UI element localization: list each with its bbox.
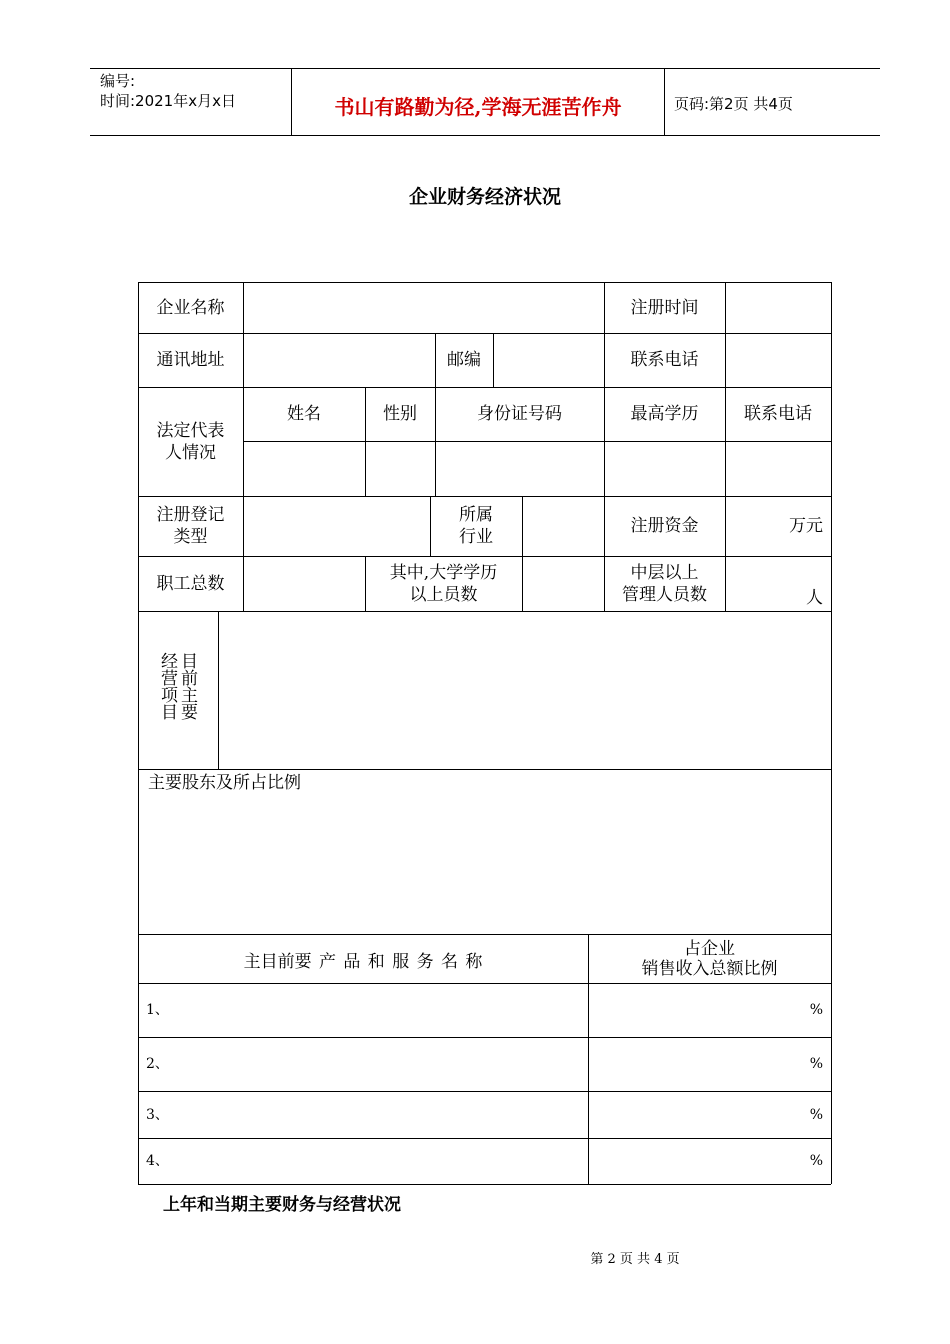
mid-mgmt-label [604, 556, 725, 611]
legal-rep-label-line2: 人情况 [165, 442, 216, 463]
register-time-label: 注册时间 [630, 297, 699, 318]
staff-total-label: 职工总数 [156, 573, 225, 594]
address-label: 通讯地址 [156, 350, 225, 370]
company-name-label: 企业名称 [156, 297, 225, 318]
product-row-label[interactable]: 1、 [146, 1002, 169, 1018]
industry-field[interactable] [522, 496, 604, 556]
business-scope-label-col2: 目前主要 [177, 652, 197, 720]
page-title: 企业财务经济状况 [408, 186, 561, 208]
products-header: 主目前要 产 品 和 服 务 名 称 [243, 951, 483, 972]
reg-type-label [138, 496, 243, 556]
sales-ratio-header [588, 934, 831, 983]
number-label: 编号: [100, 72, 136, 90]
register-time-field[interactable] [725, 282, 831, 333]
college-staff-field[interactable] [522, 556, 604, 611]
company-name-field[interactable] [243, 282, 604, 333]
sales-ratio-header-line2: 销售收入总额比例 [641, 958, 778, 979]
rep-phone-label: 联系电话 [744, 404, 812, 424]
postcode-label: 邮编 [447, 350, 481, 370]
shareholders-field[interactable] [138, 796, 831, 934]
legal-rep-label-line1: 法定代表 [156, 420, 225, 441]
college-staff-label-line2: 以上员数 [409, 584, 478, 605]
product-row-label[interactable]: 4、 [146, 1153, 169, 1169]
shareholders-label: 主要股东及所占比例 [148, 773, 301, 793]
staff-total-field[interactable] [243, 556, 365, 611]
college-staff-label [365, 556, 522, 611]
gender-field[interactable] [365, 441, 435, 496]
phone-field[interactable] [725, 333, 831, 387]
header-top-rule [90, 68, 880, 69]
section-title: 上年和当期主要财务与经营状况 [163, 1195, 401, 1215]
product-row-label[interactable]: 3、 [146, 1106, 169, 1123]
name-label: 姓名 [287, 404, 321, 424]
education-label: 最高学历 [630, 404, 699, 424]
product-row-percent[interactable]: % [809, 1056, 823, 1072]
reg-capital-label: 注册资金 [630, 516, 699, 536]
industry-label [430, 496, 522, 556]
business-scope-field[interactable] [218, 611, 831, 769]
header-bottom-rule [90, 135, 880, 136]
page-label: 页码:第2页 共4页 [674, 95, 793, 113]
page-footer: 第 2 页 共 4 页 [590, 1252, 680, 1267]
id-number-field[interactable] [435, 441, 604, 496]
reg-type-label-line2: 类型 [173, 527, 208, 547]
reg-capital-unit: 万元 [789, 516, 823, 536]
motto-text: 书山有路勤为径,学海无涯苦作舟 [334, 95, 622, 119]
education-field[interactable] [604, 441, 725, 496]
mid-mgmt-label-line1: 中层以上 [630, 562, 699, 583]
name-field[interactable] [243, 441, 365, 496]
industry-label-line1: 所属 [459, 505, 493, 525]
business-scope-label-col1: 经营项目 [157, 652, 177, 720]
product-row-percent[interactable]: % [809, 1106, 823, 1123]
address-field[interactable] [243, 333, 435, 387]
reg-type-label-line1: 注册登记 [156, 505, 225, 525]
legal-rep-label [138, 387, 243, 496]
header-divider [664, 69, 665, 135]
product-row-label[interactable]: 2、 [146, 1056, 169, 1072]
table-rule [831, 282, 832, 1184]
sales-ratio-header-line1: 占企业 [684, 938, 735, 959]
product-row-percent[interactable]: % [809, 1002, 823, 1018]
phone-label: 联系电话 [630, 350, 699, 370]
table-rule [138, 1184, 831, 1185]
college-staff-label-line1: 其中,大学学历 [389, 562, 498, 583]
industry-label-line2: 行业 [459, 527, 493, 547]
id-number-label: 身份证号码 [477, 404, 562, 424]
time-label: 时间:2021年x月x日 [100, 92, 236, 110]
postcode-field[interactable] [493, 333, 604, 387]
mid-mgmt-label-line2: 管理人员数 [622, 584, 707, 605]
reg-type-field[interactable] [243, 496, 430, 556]
rep-phone-field[interactable] [725, 441, 831, 496]
mid-mgmt-unit: 人 [806, 588, 823, 608]
product-row-percent[interactable]: % [809, 1153, 823, 1169]
gender-label: 性别 [383, 404, 417, 424]
